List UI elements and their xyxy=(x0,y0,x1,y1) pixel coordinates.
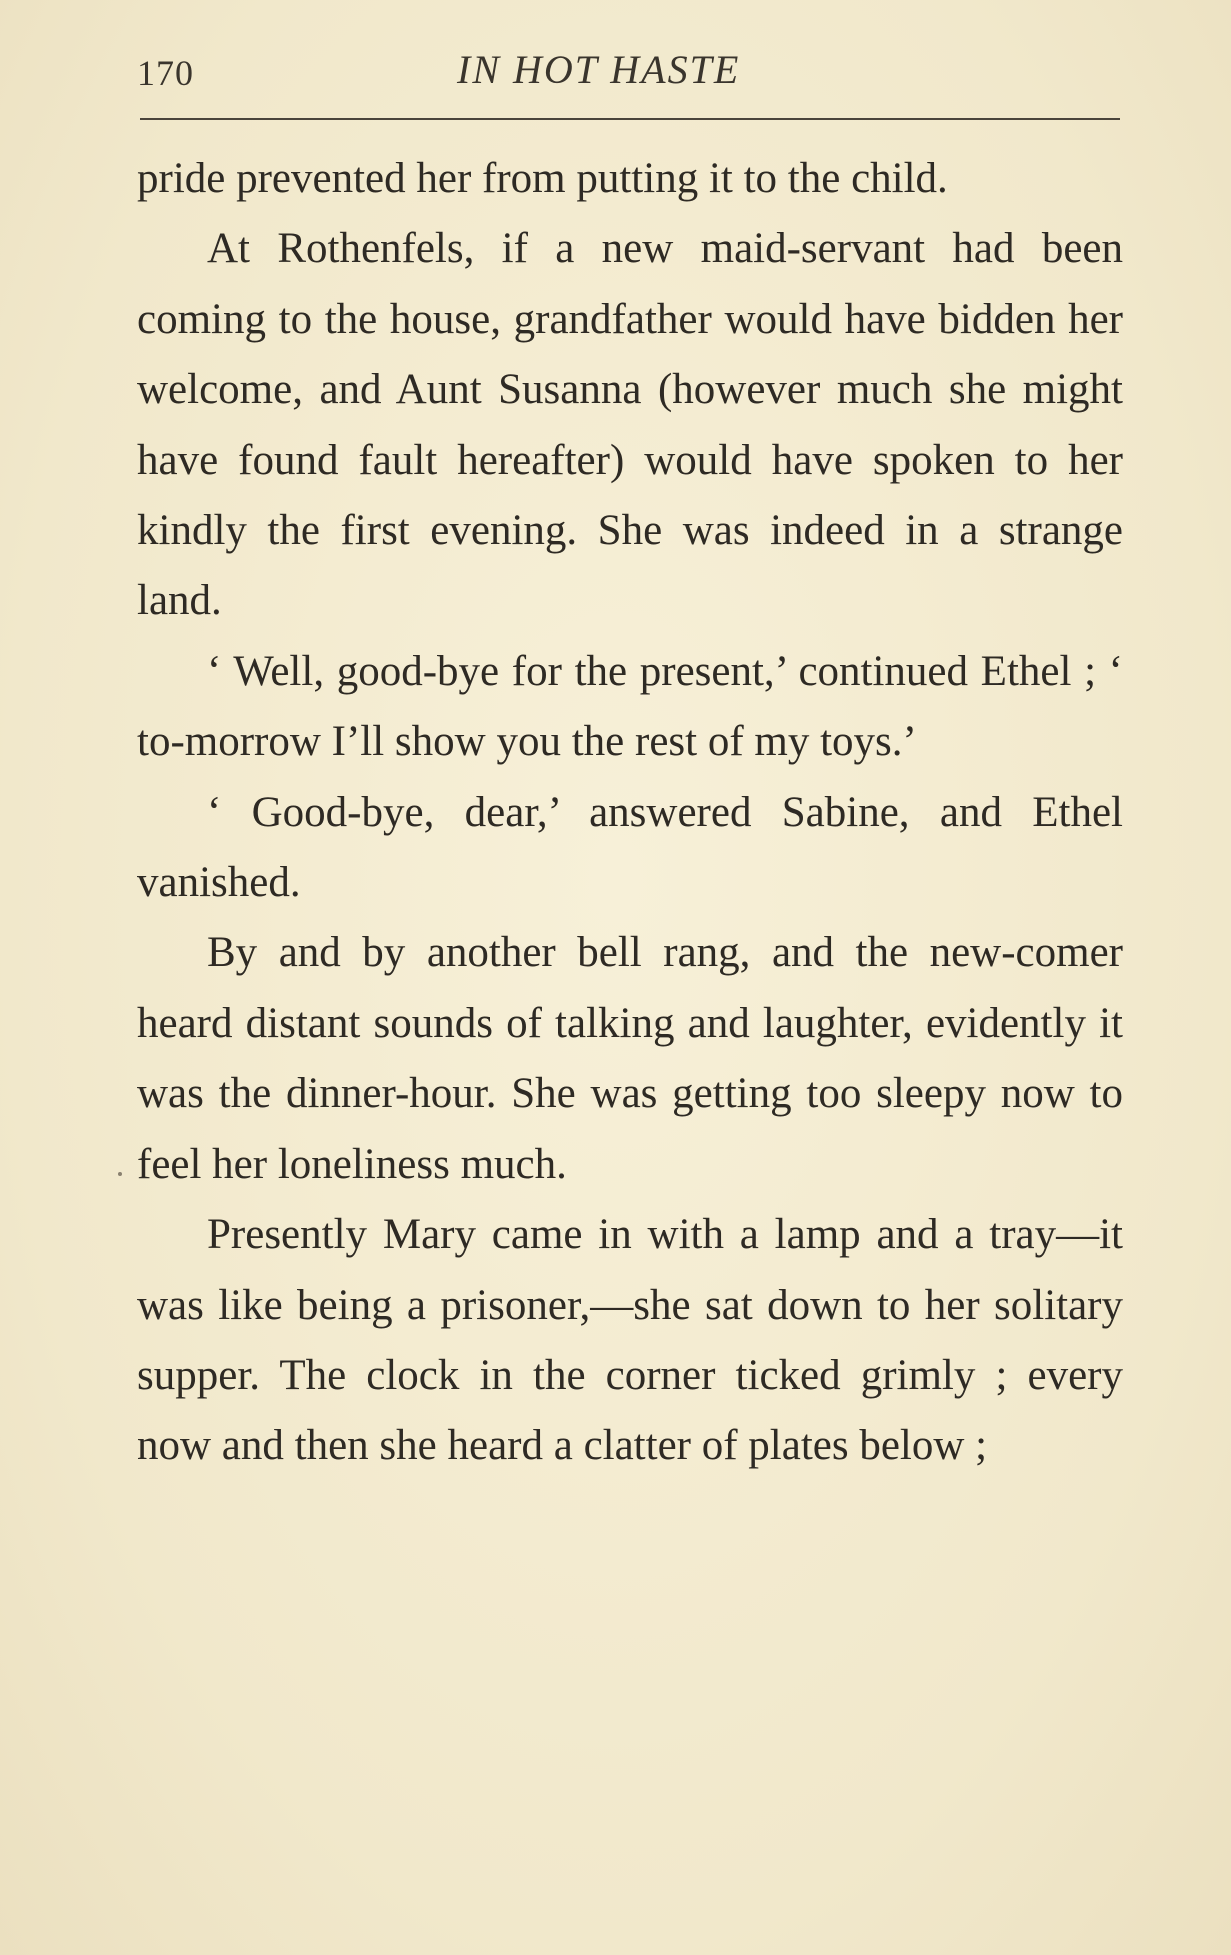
paragraph: At Rothenfels, if a new maid-servant had been coming to the house, grandfather would have bidden her welcome, and Aunt Susanna (however much she might have found fault hereafter) would have spoken to her kindly the first evening. She was indeed in a strange land. xyxy=(137,225,1123,625)
margin-speck xyxy=(118,1172,122,1176)
paragraph: By and by another bell rang, and the new-comer heard distant sounds of talking and laughter, evidently it was the dinner-hour. She was getting too sleepy now to feel her loneliness much. xyxy=(137,929,1123,1188)
paragraph-continued: pride prevented her from putting it to the child. xyxy=(137,155,948,202)
page-number: 170 xyxy=(137,53,194,93)
running-title: IN HOT HASTE xyxy=(457,47,741,92)
paragraph: ‘ Well, good-bye for the present,’ continued Ethel ; ‘ to-morrow I’ll show you the rest of my toys.’ xyxy=(137,647,1123,766)
header-rule xyxy=(140,118,1120,120)
paragraph: ‘ Good-bye, dear,’ answered Sabine, and Ethel vanished. xyxy=(137,788,1123,907)
running-head xyxy=(137,42,1117,92)
body-text xyxy=(137,144,1123,1482)
paragraph: Presently Mary came in with a lamp and a tray—it was like being a prisoner,—she sat down to her solitary supper. The clock in the corner ticked grimly ; every now and then she heard a clatter of plates below ; xyxy=(137,1211,1123,1470)
